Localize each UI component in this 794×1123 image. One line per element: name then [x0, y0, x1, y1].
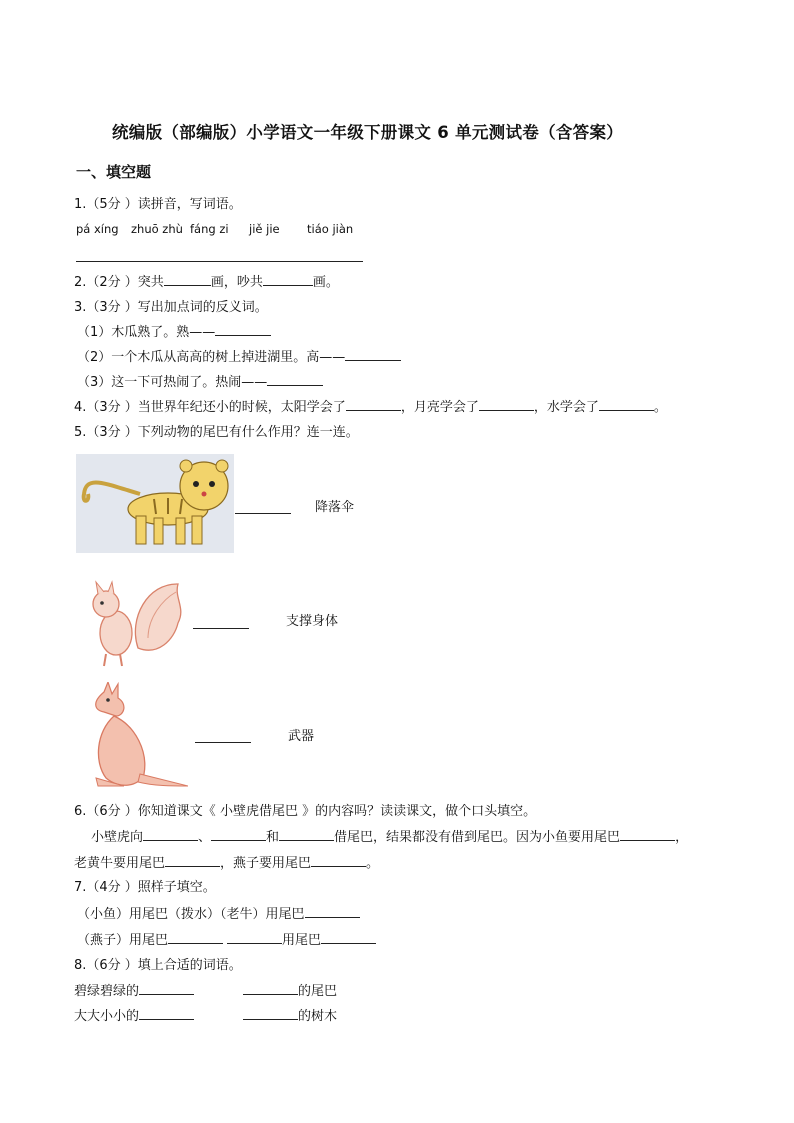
answer-blank[interactable]: [305, 905, 360, 918]
question-8-row-2a: [74, 1007, 194, 1026]
question-8-row-2b: [243, 1007, 337, 1026]
answer-blank[interactable]: [139, 982, 194, 995]
pinyin-3: fáng zi: [190, 222, 229, 236]
question-4: [74, 398, 667, 417]
question-3-item-1: [77, 323, 271, 342]
question-8-heading: 8.（6分 ）填上合适的词语。: [74, 958, 242, 973]
q6-text: ，: [675, 830, 689, 845]
q6-text: 小壁虎向: [91, 830, 144, 845]
question-2-text-a: 2.（2分 ）突共: [74, 275, 164, 290]
question-6-line-1: [91, 828, 688, 847]
question-3-item-3-text: （3）这一下可热闹了。热闹——: [77, 375, 268, 390]
answer-blank[interactable]: [211, 828, 266, 841]
question-2-text-b: 画，吵共: [210, 275, 263, 290]
squirrel-image: [78, 578, 188, 668]
answer-blank[interactable]: [279, 828, 334, 841]
q8-text: 大大小小的: [74, 1009, 140, 1024]
answer-blank[interactable]: [321, 931, 376, 944]
answer-blank[interactable]: [346, 398, 401, 411]
answer-blank[interactable]: [345, 348, 401, 361]
question-8-row-1a: [74, 982, 194, 1001]
answer-blank[interactable]: [620, 828, 675, 841]
match-line-blank[interactable]: [193, 628, 249, 629]
answer-blank[interactable]: [215, 323, 271, 336]
question-4-text-c: ，水学会了: [533, 400, 599, 415]
answer-blank[interactable]: [243, 1007, 298, 1020]
q6-text: 。: [366, 856, 380, 871]
question-7-heading: 7.（4分 ）照样子填空。: [74, 880, 216, 895]
question-4-text-d: 。: [653, 400, 667, 415]
q6-text: ，燕子要用尾巴: [220, 856, 312, 871]
question-5-heading: 5.（3分 ）下列动物的尾巴有什么作用？连一连。: [74, 425, 359, 440]
match-line-blank[interactable]: [195, 742, 251, 743]
q6-text: 老黄牛要用尾巴: [74, 856, 166, 871]
q6-text: 、: [198, 830, 212, 845]
q8-text: 碧绿碧绿的: [74, 984, 140, 999]
kangaroo-image: [84, 682, 188, 792]
answer-blank[interactable]: [143, 828, 198, 841]
option-weapon: 武器: [288, 729, 315, 744]
answer-blank[interactable]: [139, 1007, 194, 1020]
pinyin-5: tiáo jiàn: [307, 222, 354, 236]
answer-blank[interactable]: [227, 931, 282, 944]
question-3-item-2-text: （2）一个木瓜从高高的树上掉进湖里。高——: [77, 350, 346, 365]
question-3-item-1-text: （1）木瓜熟了。熟——: [77, 325, 216, 340]
question-2-text-c: 画。: [312, 275, 339, 290]
option-parachute: 降落伞: [315, 500, 355, 515]
option-support-body: 支撑身体: [286, 614, 339, 629]
question-7-line-1: [77, 905, 360, 924]
answer-blank[interactable]: [243, 982, 298, 995]
answer-blank[interactable]: [263, 273, 313, 286]
q7-text: （小鱼）用尾巴（拨水）（老牛）用尾巴: [77, 907, 305, 922]
answer-blank[interactable]: [599, 398, 654, 411]
question-1-heading: 1.（5分 ）读拼音，写词语。: [74, 197, 242, 212]
section-heading: 一、填空题: [76, 163, 152, 181]
answer-blank[interactable]: [267, 373, 323, 386]
answer-blank[interactable]: [479, 398, 534, 411]
pinyin-4: jiě jie: [249, 222, 280, 236]
q8-text: 的尾巴: [298, 984, 338, 999]
q7-text: （燕子）用尾巴: [77, 933, 169, 948]
q7-text: 用尾巴: [282, 933, 322, 948]
question-6-line-2: [74, 854, 379, 873]
page-title: 统编版（部编版）小学语文一年级下册课文 6 单元测试卷（含答案）: [112, 123, 624, 142]
question-8-row-1b: [243, 982, 337, 1001]
question-4-text-b: ，月亮学会了: [400, 400, 479, 415]
answer-blank[interactable]: [168, 931, 223, 944]
pinyin-2: zhuō zhù: [131, 222, 183, 236]
answer-blank[interactable]: [165, 854, 220, 867]
q8-text: 的树木: [298, 1009, 338, 1024]
tiger-image: [76, 454, 234, 553]
answer-blank[interactable]: [311, 854, 366, 867]
answer-blank-pinyin[interactable]: [76, 261, 363, 262]
question-3-item-2: [77, 348, 401, 367]
question-2: [74, 273, 339, 292]
question-4-text-a: 4.（3分 ）当世界年纪还小的时候，太阳学会了: [74, 400, 346, 415]
q6-text: 借尾巴，结果都没有借到尾巴。因为小鱼要用尾巴: [334, 830, 621, 845]
answer-blank[interactable]: [164, 273, 211, 286]
pinyin-1: pá xíng: [76, 222, 119, 236]
question-3-item-3: [77, 373, 323, 392]
question-3-heading: 3.（3分 ）写出加点词的反义词。: [74, 300, 268, 315]
question-7-line-2: [77, 931, 376, 950]
q6-text: 和: [266, 830, 280, 845]
match-line-blank[interactable]: [235, 513, 291, 514]
question-6-heading: 6.（6分 ）你知道课文《 小壁虎借尾巴 》的内容吗？读读课文，做个口头填空。: [74, 804, 537, 819]
